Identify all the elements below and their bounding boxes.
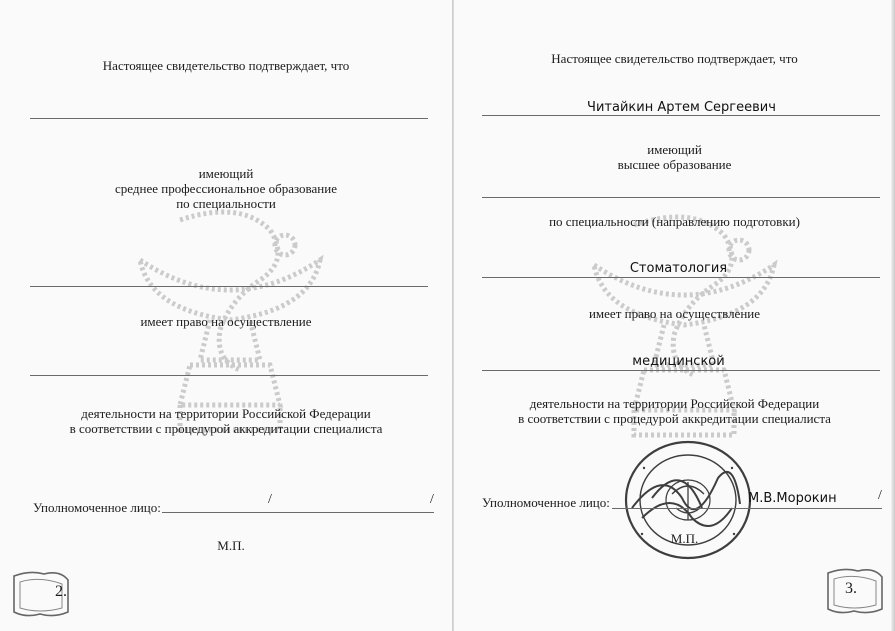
right-to-text: имеет право на осуществление bbox=[588, 306, 761, 321]
holder-name: Читайкин Артем Сергеевич bbox=[587, 100, 776, 115]
holder-name-line bbox=[482, 115, 880, 116]
education-text: высшее образование bbox=[617, 157, 732, 172]
having-text: имеющий bbox=[647, 142, 702, 157]
right-to-text: имеет право на осуществление bbox=[140, 314, 312, 329]
signature-line bbox=[612, 508, 882, 509]
right-edge-shadow bbox=[891, 0, 895, 631]
signature-separator-2: / bbox=[878, 488, 882, 503]
authorized-person-label: Уполномоченное лицо: bbox=[482, 495, 610, 510]
specialty-line bbox=[482, 277, 880, 278]
education-line bbox=[482, 197, 880, 198]
specialty-label: по специальности (направлению подготовки) bbox=[549, 214, 800, 229]
intro-text: Настоящее свидетельство подтверждает, что bbox=[102, 58, 350, 73]
authorized-person-label: Уполномоченное лицо: bbox=[33, 500, 161, 515]
specialty-value: Стоматология bbox=[629, 261, 728, 276]
activity-type-value: медицинской bbox=[632, 354, 725, 369]
activity-type-line bbox=[30, 375, 428, 376]
page-number: 3. bbox=[845, 580, 857, 597]
education-text: среднее профессиональное образование bbox=[115, 181, 337, 196]
right-page bbox=[454, 0, 895, 631]
specialty-label: по специальности bbox=[176, 196, 276, 211]
activity-line-1: деятельности на территории Российской Федерации bbox=[81, 406, 371, 421]
seal-place-label: М.П. bbox=[670, 531, 699, 546]
intro-text: Настоящее свидетельство подтверждает, что bbox=[551, 51, 798, 66]
holder-name-line bbox=[30, 118, 428, 119]
specialty-line bbox=[30, 286, 428, 287]
activity-line-2: в соответствии с процедурой аккредитации специалиста bbox=[518, 411, 831, 426]
signature-line bbox=[162, 512, 434, 513]
page-number: 2. bbox=[55, 583, 67, 600]
activity-type-line bbox=[482, 370, 880, 371]
activity-line-1: деятельности на территории Российской Федерации bbox=[529, 396, 820, 411]
signatory-name: М.В.Морокин bbox=[748, 491, 837, 506]
signature-separator-2: / bbox=[430, 492, 434, 507]
having-text: имеющий bbox=[198, 166, 254, 181]
activity-line-2: в соответствии с процедурой аккредитации специалиста bbox=[69, 421, 383, 436]
signature-separator-1: / bbox=[268, 492, 272, 507]
seal-place-label: М.П. bbox=[217, 538, 245, 553]
